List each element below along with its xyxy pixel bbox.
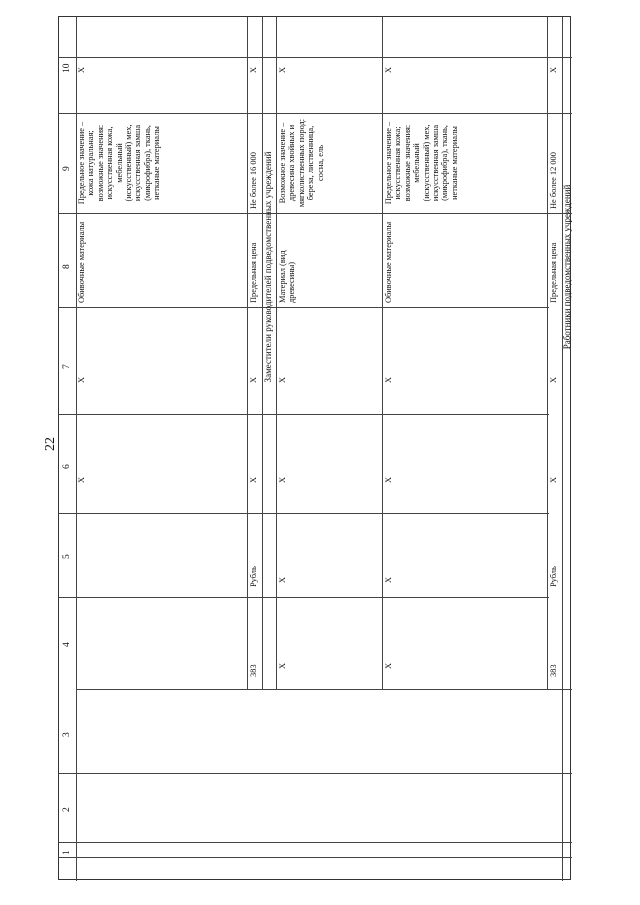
r2-c10: X (249, 66, 258, 73)
col-num-10: 10 (62, 63, 72, 73)
r4-c9: Предельное значение – искусственная кожа; возможные значения: мебельный (искусственный) мех, искусственная замша (микрофибра), ткань, нетканые материалы (384, 121, 459, 205)
r4-c5: X (384, 576, 393, 583)
r5-c10: X (549, 66, 558, 73)
r5-c9: Не более 12 000 (549, 152, 558, 209)
r3-c5: X (278, 576, 287, 583)
r3-c10: X (278, 66, 287, 73)
col-num-2: 2 (62, 807, 72, 812)
r2-c9: Не более 16 000 (249, 152, 258, 209)
r2-c8: Предельная цена (249, 242, 258, 303)
section-deputy-heads: Заместители руководителей подведомственных учреждений (263, 151, 273, 383)
rotated-table (58, 16, 571, 880)
r5-c8: Предельная цена (549, 242, 558, 303)
r4-c4: X (384, 662, 393, 669)
r1-c10: X (77, 66, 86, 73)
col-num-3: 3 (62, 732, 72, 737)
col-num-9: 9 (62, 166, 72, 171)
r1-c7: X (77, 376, 86, 383)
r1-c8: Обивочные материалы (77, 221, 86, 303)
r3-c9: Возможное значение – древесина хвойных и мягколиственных пород: береза, лиственница, сосна, ель (278, 118, 325, 208)
r5-c5: Рубль (549, 566, 558, 587)
col-num-1: 1 (62, 850, 72, 855)
r4-c6: X (384, 476, 393, 483)
r2-c4: 383 (249, 664, 258, 677)
r3-c8: Материал (вид древесины) (278, 250, 297, 303)
r3-c6: X (278, 476, 287, 483)
r4-c8: Обивочные материалы (384, 221, 393, 303)
r4-c10: X (384, 66, 393, 73)
r3-c4: X (278, 662, 287, 669)
r5-c4: 383 (549, 664, 558, 677)
r1-c6: X (77, 476, 86, 483)
col-num-8: 8 (62, 264, 72, 269)
r2-c7: X (249, 376, 258, 383)
col-num-5: 5 (62, 554, 72, 559)
r2-c5: Рубль (249, 566, 258, 587)
col-num-7: 7 (62, 364, 72, 369)
r4-c7: X (384, 376, 393, 383)
r5-c6: X (549, 476, 558, 483)
r1-c9: Предельное значение – кожа натуральная; возможные значения: искусственная кожа, мебельный (искусственный) мех, искусственная замша (микрофибра), ткань, нетканые материалы (77, 121, 162, 205)
section-employees: Работники подведомственных учреждений (562, 184, 572, 350)
r2-c6: X (249, 476, 258, 483)
col-num-6: 6 (62, 464, 72, 469)
page-number: 22 (43, 437, 58, 451)
r3-c7: X (278, 376, 287, 383)
col-num-4: 4 (62, 642, 72, 647)
r5-c7: X (549, 376, 558, 383)
